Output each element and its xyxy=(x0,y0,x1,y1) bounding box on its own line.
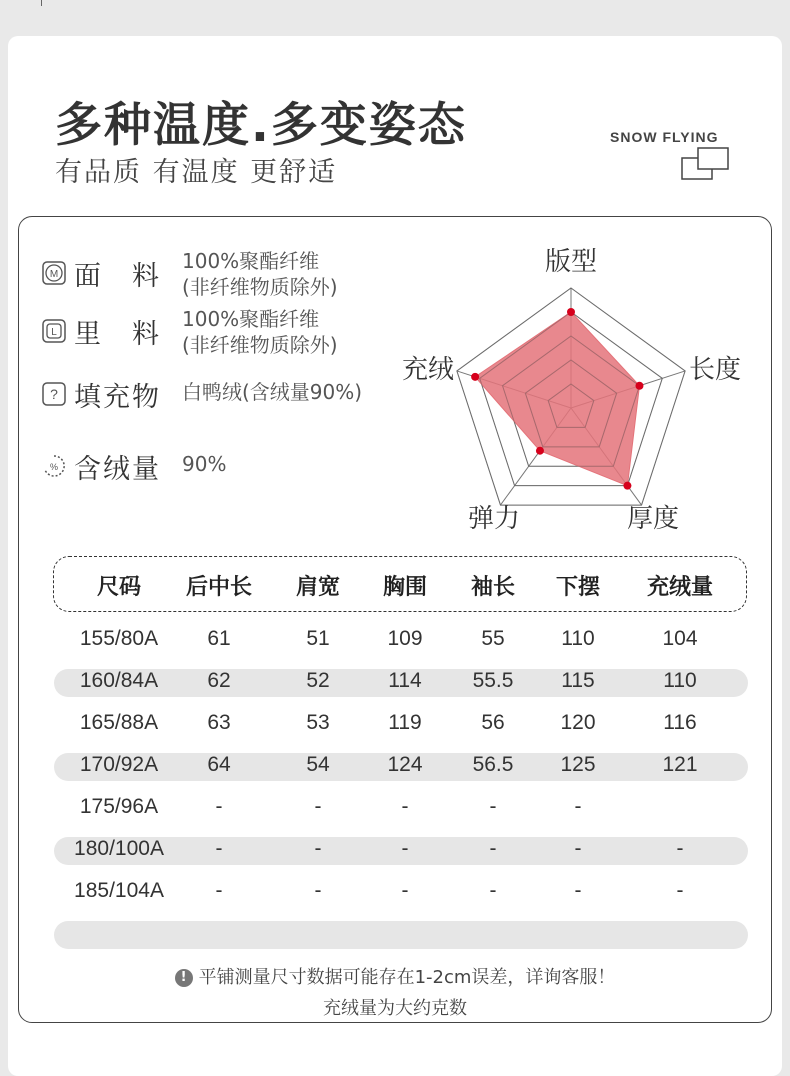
column-header: 肩宽 xyxy=(295,575,341,600)
page-subtitle: 有品质 有温度 更舒适 xyxy=(55,157,338,188)
table-cell: 56 xyxy=(481,711,505,734)
table-cell: 61 xyxy=(207,627,231,650)
table-cell: 110 xyxy=(561,627,595,650)
table-cell: - xyxy=(676,879,684,902)
table-cell: 114 xyxy=(388,669,422,692)
down-weight-note: 充绒量为大约克数 xyxy=(323,998,467,1019)
table-cell: - xyxy=(574,795,582,818)
table-cell: 120 xyxy=(560,711,596,734)
table-cell: - xyxy=(574,837,582,860)
table-cell: 55.5 xyxy=(472,669,514,692)
spec-value: 100%聚酯纤维 (非纤维物质除外) xyxy=(182,307,338,357)
table-cell: - xyxy=(401,879,409,902)
column-header: 胸围 xyxy=(382,575,428,600)
table-cell: 56.5 xyxy=(472,753,514,776)
spec-value: 白鸭绒(含绒量90%) xyxy=(182,380,363,404)
column-header: 后中长 xyxy=(185,575,253,600)
radar-axis-label: 厚度 xyxy=(626,504,680,534)
table-cell-size: 175/96A xyxy=(79,795,159,818)
l-square-icon xyxy=(42,319,66,343)
column-header: 下摆 xyxy=(555,575,601,600)
table-cell: 121 xyxy=(662,753,698,776)
exclamation-icon: ! xyxy=(175,969,193,987)
table-cell: 62 xyxy=(207,669,231,692)
table-row-stripe xyxy=(54,921,748,949)
table-cell: 125 xyxy=(560,753,596,776)
radar-axis-label: 版型 xyxy=(544,247,598,277)
table-cell: 119 xyxy=(388,711,422,734)
radar-point xyxy=(567,308,575,316)
radar-point xyxy=(471,373,479,381)
svg-text:%: % xyxy=(49,462,59,472)
table-cell-size: 170/92A xyxy=(79,753,159,776)
table-cell: 104 xyxy=(662,627,698,650)
table-cell: - xyxy=(215,795,223,818)
table-cell: - xyxy=(215,879,223,902)
table-cell: - xyxy=(314,879,322,902)
brand-name: SNOW FLYING xyxy=(610,129,719,145)
table-cell: 52 xyxy=(306,669,330,692)
table-cell: 124 xyxy=(387,753,423,776)
top-divider-tick xyxy=(41,0,42,6)
table-cell: 115 xyxy=(561,669,595,692)
spec-value: 100%聚酯纤维 (非纤维物质除外) xyxy=(182,249,338,299)
table-cell: - xyxy=(401,837,409,860)
table-cell: 55 xyxy=(481,627,505,650)
table-cell: 109 xyxy=(387,627,423,650)
radar-chart xyxy=(380,230,780,550)
measurement-note: ! 平铺测量尺寸数据可能存在1-2cm误差，详询客服！ xyxy=(0,963,790,989)
radar-axis-label: 充绒 xyxy=(401,355,455,385)
spec-value: 90% xyxy=(182,452,227,476)
table-cell: 54 xyxy=(306,753,330,776)
page-title: 多种温度.多变姿态 xyxy=(55,98,467,153)
table-cell: - xyxy=(574,879,582,902)
table-cell: - xyxy=(489,837,497,860)
radar-axis-label: 弹力 xyxy=(467,504,521,534)
table-cell: 110 xyxy=(663,669,697,692)
table-cell: - xyxy=(314,837,322,860)
svg-text:?: ? xyxy=(50,386,58,402)
table-cell-size: 180/100A xyxy=(74,837,164,860)
radar-point xyxy=(623,482,631,490)
radar-axis-label: 长度 xyxy=(688,355,742,385)
table-cell-size: 185/104A xyxy=(74,879,164,902)
spec-label: 填充物 xyxy=(74,382,161,413)
table-cell: - xyxy=(215,837,223,860)
radar-point xyxy=(536,447,544,455)
percent-dial-icon xyxy=(42,454,66,478)
table-cell: - xyxy=(489,879,497,902)
table-cell-size: 165/88A xyxy=(79,711,159,734)
spec-label: 里 料 xyxy=(74,319,161,350)
m-circle-icon xyxy=(42,261,66,285)
column-header: 尺码 xyxy=(96,575,142,600)
table-cell: - xyxy=(489,795,497,818)
table-cell-size: 160/84A xyxy=(79,669,159,692)
column-header: 袖长 xyxy=(470,575,516,600)
table-cell: 51 xyxy=(306,627,330,650)
table-cell: 64 xyxy=(207,753,231,776)
table-cell: - xyxy=(314,795,322,818)
radar-point xyxy=(635,382,643,390)
table-cell-size: 155/80A xyxy=(79,627,159,650)
table-cell: 63 xyxy=(207,711,231,734)
column-header: 充绒量 xyxy=(646,575,714,600)
table-cell: - xyxy=(401,795,409,818)
svg-text:M: M xyxy=(49,269,59,280)
brand-logo-icon xyxy=(680,146,732,182)
table-cell: 53 xyxy=(306,711,330,734)
svg-text:L: L xyxy=(51,327,57,338)
spec-label: 含绒量 xyxy=(74,454,161,485)
table-cell: 116 xyxy=(663,711,697,734)
question-square-icon xyxy=(42,382,66,406)
table-cell: - xyxy=(676,837,684,860)
spec-label: 面 料 xyxy=(74,261,161,292)
